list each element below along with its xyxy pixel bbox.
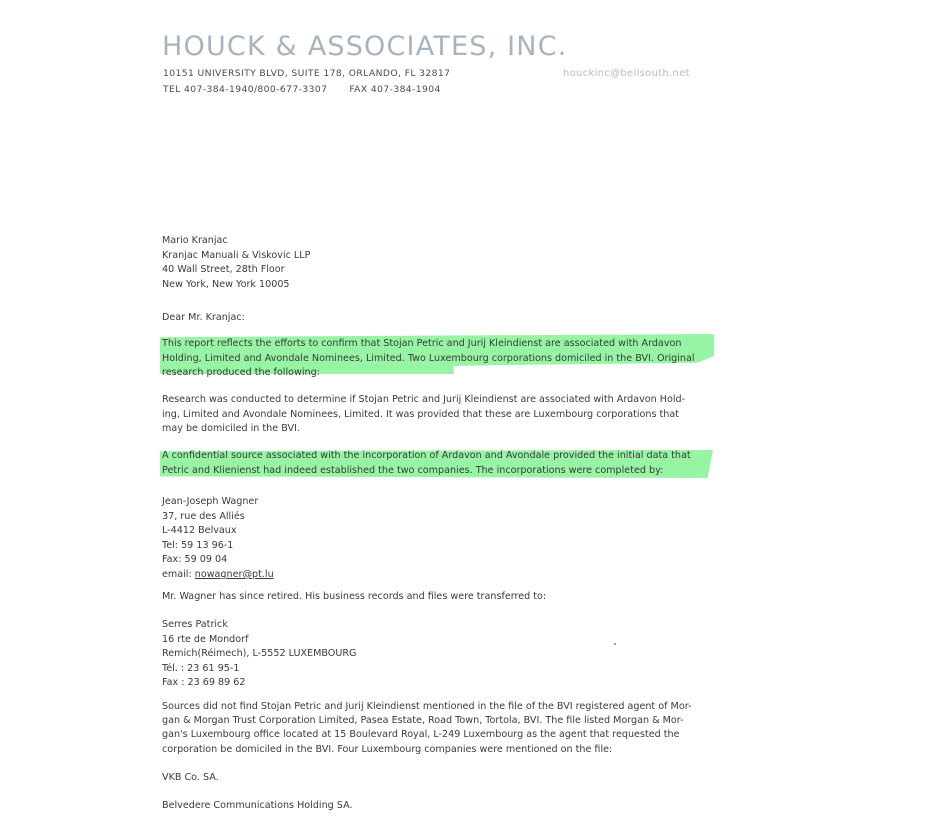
contact-tel: Tél. : 23 61 95-1 <box>162 662 240 674</box>
recipient-name: Mario Kranjac <box>162 235 228 246</box>
contact-name: Serres Patrick <box>162 619 228 630</box>
paragraph-line: research produced the following: <box>162 367 320 379</box>
paragraph-3 <box>162 449 691 478</box>
contact-city: Remich(Réimech), L-5552 LUXEMBOURG <box>162 648 357 660</box>
contact-fax: Fax : 23 69 89 62 <box>162 677 246 689</box>
paragraph-1 <box>162 337 695 381</box>
paragraph-line: gan & Morgan Trust Corporation Limited, Pasea Estate, Road Town, Tortola, BVI. The file listed Morgan & Mor- <box>162 715 684 727</box>
paragraph-2 <box>162 393 685 437</box>
paragraph-line: gan's Luxembourg office located at 15 Boulevard Royal, L-249 Luxembourg as the agent that requested the <box>162 729 680 741</box>
contact-street: 16 rte de Mondorf <box>162 633 249 645</box>
scan-speck <box>614 643 616 645</box>
company-fax: FAX 407-384-1904 <box>349 84 441 95</box>
salutation: Dear Mr. Kranjac: <box>162 312 245 323</box>
wagner-contact <box>162 495 274 583</box>
recipient-city: New York, New York 10005 <box>162 278 290 290</box>
paragraph-line: corporation be domiciled in the BVI. Four Luxembourg companies were mentioned on the file: <box>162 743 613 755</box>
paragraph-line: Petric and Klienienst had indeed established the two companies. The incorporations were completed by: <box>162 464 664 476</box>
contact-email-line <box>162 568 274 583</box>
contact-tel: Tel: 59 13 96-1 <box>162 539 234 551</box>
company-tel: TEL 407-384-1940/800-677-3307 <box>163 84 328 95</box>
contact-fax: Fax: 59 09 04 <box>162 554 228 566</box>
contact-street: 37, rue des Alliés <box>162 510 245 522</box>
company-address: 10151 UNIVERSITY BLVD, SUITE 178, ORLANDO, FL 32817 <box>163 68 451 79</box>
paragraph-line: A confidential source associated with the incorporation of Ardavon and Avondale provided the initial data that <box>162 450 691 461</box>
paragraph-line: may be domiciled in the BVI. <box>162 423 300 435</box>
company-belvedere: Belvedere Communications Holding SA. <box>162 800 353 811</box>
recipient-address <box>162 234 310 292</box>
company-phone-line <box>163 84 441 95</box>
serres-contact <box>162 618 356 691</box>
paragraph-line: This report reflects the efforts to confirm that Stojan Petric and Jurij Kleindienst are associated with Ardavon <box>162 338 682 349</box>
email-link[interactable]: nowagner@pt.lu <box>194 568 274 580</box>
paragraph-4 <box>162 700 691 757</box>
company-name: HOUCK & ASSOCIATES, INC. <box>162 31 568 62</box>
email-label: email: <box>162 568 195 580</box>
retired-note: Mr. Wagner has since retired. His business records and files were transferred to: <box>162 591 547 602</box>
recipient-firm: Kranjac Manuali & Viskovic LLP <box>162 249 311 261</box>
paragraph-line: ing, Limited and Avondale Nominees, Limited. It was provided that these are Luxembourg corporations that <box>162 408 679 420</box>
contact-city: L-4412 Belvaux <box>162 525 237 537</box>
paragraph-line: Research was conducted to determine if Stojan Petric and Jurij Kleindienst are associated with Ardavon Hold- <box>162 394 686 405</box>
paragraph-line: Sources did not find Stojan Petric and Jurij Kleindienst mentioned in the file of the BVI registered agent of Mor- <box>162 701 692 712</box>
company-email: houckinc@bellsouth.net <box>563 68 690 79</box>
recipient-street: 40 Wall Street, 28th Floor <box>162 264 285 276</box>
paragraph-line: Holding, Limited and Avondale Nominees, Limited. Two Luxembourg corporations domiciled in the BVI. Original <box>162 352 695 364</box>
contact-name: Jean-Joseph Wagner <box>162 496 259 507</box>
company-vkb: VKB Co. SA. <box>162 772 219 783</box>
